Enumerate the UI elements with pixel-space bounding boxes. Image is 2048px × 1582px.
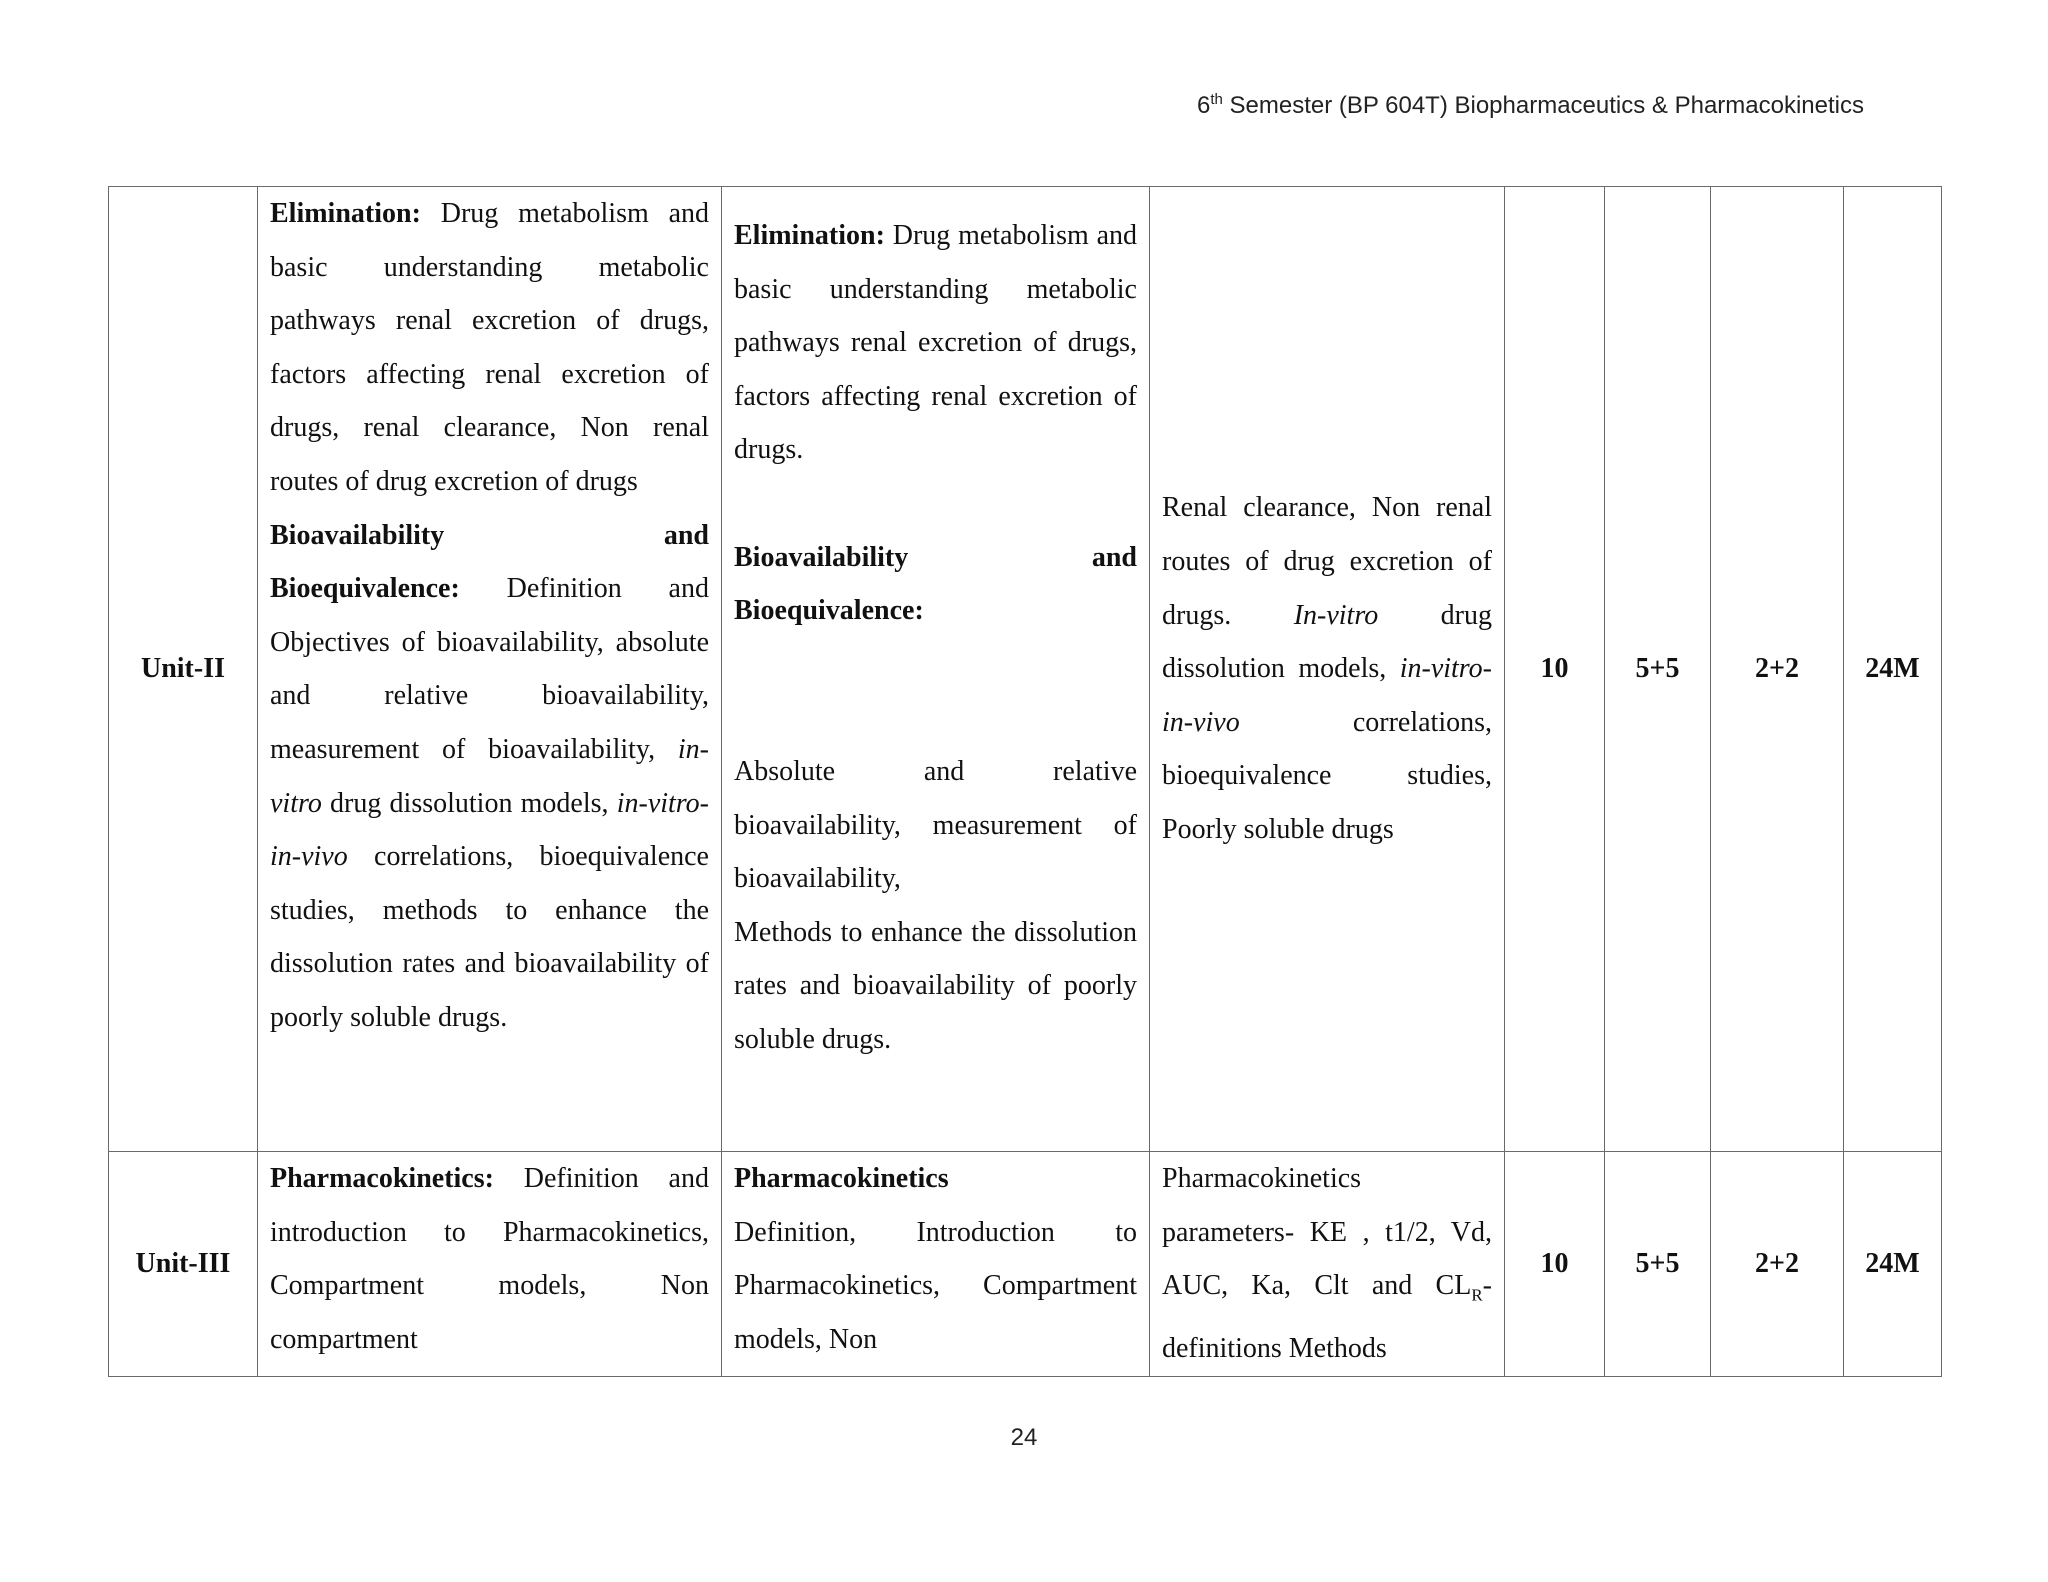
total-marks-cell: 24M: [1844, 1152, 1942, 1377]
elimination-heading: Elimination:: [270, 198, 421, 229]
renal-subscript: R: [1471, 1285, 1483, 1305]
definitions-text: - definitions Methods: [1162, 1270, 1492, 1365]
in-vitro-term: in-vitro: [270, 733, 709, 819]
page-header: [1197, 92, 1864, 120]
syllabus-table: [108, 186, 1942, 1377]
hours-cell: 10: [1505, 1152, 1605, 1377]
bioavailability-and: and: [1091, 541, 1137, 573]
unit-label: Unit-III: [109, 1152, 258, 1377]
renal-clearance-text: Renal clearance, Non renal routes of drug excretion of drugs.: [1162, 492, 1492, 631]
bioavailability-heading-line: [270, 509, 709, 563]
marks-long-cell: 5+5: [1605, 187, 1711, 1152]
marks-long-cell: 5+5: [1605, 1152, 1711, 1377]
topic-cell-full: [258, 187, 722, 1152]
bioavailability-heading-line: [734, 531, 1137, 585]
spacer: [734, 477, 1137, 531]
parameters-text: Pharmacokinetics parameters- KE , t1/2, Vd, AUC, Ka, Clt and CL: [1162, 1163, 1492, 1302]
elimination-text: Drug metabolism and basic understanding metabolic pathways renal excretion of drugs, factors affecting renal excretion of drugs, renal clearance, Non renal routes of drug excretion of drugs: [270, 198, 709, 497]
topic-cell-brief: [1150, 187, 1505, 1152]
in-vitro-in-vivo-term: in-vitro-in-vivo: [270, 787, 709, 873]
table-row-unit-iii: [109, 1152, 1942, 1377]
syllabus-table-wrapper: [108, 186, 1942, 1377]
table-row-unit-ii: [109, 187, 1942, 1152]
absolute-bioavailability-text: Absolute and relative bioavailability, measurement of bioavailability,: [734, 755, 1137, 895]
topic-cell-brief: [1150, 1152, 1505, 1377]
pharmacokinetics-text: Definition, Introduction to Pharmacokinetics, Compartment models, Non: [734, 1216, 1137, 1355]
course-title: Semester (BP 604T) Biopharmaceutics & Pharmacokinetics: [1222, 92, 1864, 119]
semester-number: 6: [1196, 92, 1211, 119]
marks-short-cell: 2+2: [1711, 187, 1844, 1152]
elimination-heading: Elimination:: [734, 220, 885, 251]
in-vitro-term: In-vitro: [1293, 599, 1379, 631]
elimination-text: Drug metabolism and basic understanding metabolic pathways renal excretion of drugs, factors affecting renal excretion of drugs.: [734, 220, 1137, 466]
topic-cell-short: [722, 187, 1150, 1152]
bioequivalence-heading: Bioequivalence:: [734, 595, 924, 627]
pharmacokinetics-heading: Pharmacokinetics: [734, 1163, 949, 1194]
correlations-text: correlations, bioequivalence studies, Poorly soluble drugs: [1162, 706, 1492, 845]
page-number: 24: [1010, 1424, 1038, 1451]
bioavailability-text-1: Definition and Objectives of bioavailability, absolute and relative bioavailability, measurement of bioavailability,: [270, 573, 709, 765]
methods-text: Methods to enhance the dissolution rates and bioavailability of poorly soluble drugs.: [734, 916, 1137, 1055]
pharmacokinetics-text: Definition and introduction to Pharmacokinetics, Compartment models, Non compartment: [270, 1163, 709, 1355]
topic-cell-short: [722, 1152, 1150, 1377]
bioavailability-and: and: [663, 519, 709, 551]
dissolution-text: drug dissolution models,: [1162, 599, 1492, 685]
total-marks-cell: 24M: [1844, 187, 1942, 1152]
bioavailability-text-3: correlations, bioequivalence studies, methods to enhance the dissolution rates and bioavailability of poorly soluble drugs.: [270, 841, 709, 1033]
in-vitro-in-vivo-term: in-vitro-in-vivo: [1162, 653, 1492, 738]
spacer: [734, 638, 1137, 692]
pharmacokinetics-heading: Pharmacokinetics:: [270, 1163, 494, 1194]
spacer: [734, 691, 1137, 745]
hours-cell: 10: [1505, 187, 1605, 1152]
marks-short-cell: 2+2: [1711, 1152, 1844, 1377]
bioavailability-heading: Bioavailability: [734, 541, 909, 573]
bioequivalence-heading: Bioequivalence:: [270, 573, 460, 605]
bioavailability-text-2: drug dissolution models,: [321, 787, 617, 819]
topic-cell-full: [258, 1152, 722, 1377]
semester-superscript: th: [1210, 91, 1223, 108]
bioavailability-heading: Bioavailability: [270, 519, 445, 551]
unit-label: Unit-II: [109, 187, 258, 1152]
